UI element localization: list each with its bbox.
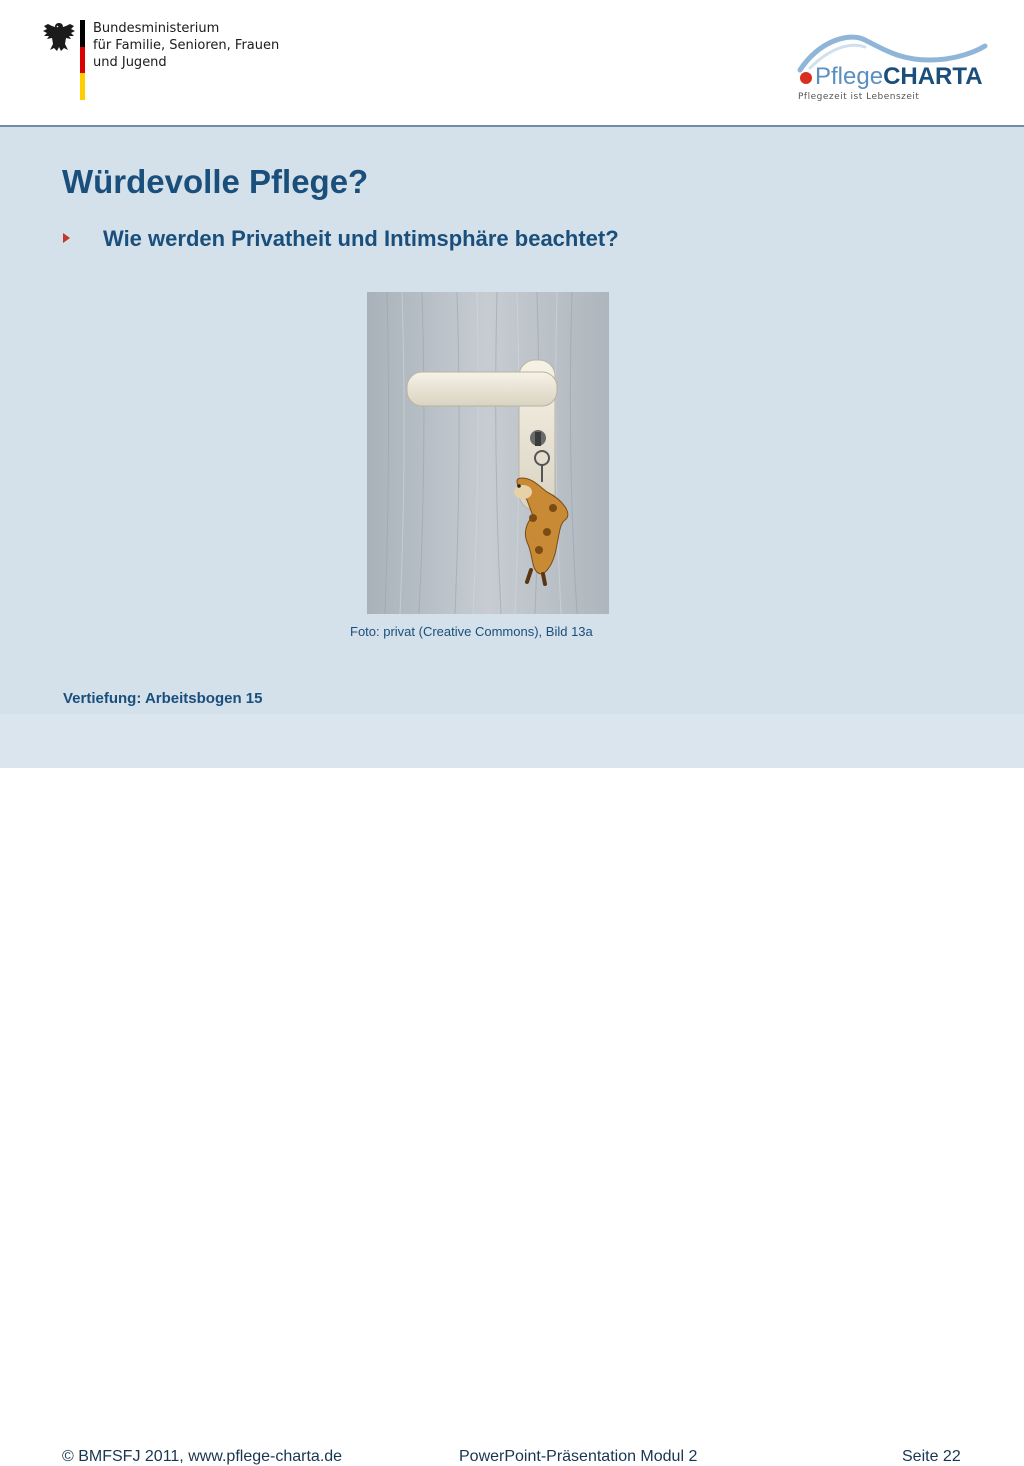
ministry-line-1: Bundesministerium: [93, 21, 220, 36]
footer-page-number: Seite 22: [902, 1448, 961, 1465]
slide-footer: [0, 714, 1024, 1465]
footer-copyright: © BMFSFJ 2011, www.pflege-charta.de: [62, 1448, 343, 1465]
logo-tagline: Pflegezeit ist Lebenszeit: [798, 92, 920, 102]
logo-red-dot: [800, 72, 812, 84]
logo-name-part2: CHARTA: [883, 63, 983, 90]
federal-eagle-icon: [42, 20, 76, 54]
ministry-line-3: und Jugend: [93, 55, 167, 70]
slide-title: Würdevolle Pflege?: [62, 163, 369, 200]
logo-name-part1: Pflege: [815, 63, 884, 90]
deepening-note: Vertiefung: Arbeitsbogen 15: [63, 690, 263, 707]
photo-caption: Foto: privat (Creative Commons), Bild 13a: [350, 624, 593, 639]
door-handle-photo: [367, 292, 609, 614]
ministry-line-2: für Familie, Senioren, Frauen: [93, 38, 280, 53]
ministry-name: [93, 20, 279, 71]
footer-presentation: PowerPoint-Präsentation Modul 2: [459, 1448, 698, 1465]
logo-name: [815, 64, 983, 90]
pflegecharta-logo: [790, 30, 990, 105]
german-flag-bar: [80, 20, 85, 100]
slide-header: [0, 0, 1024, 125]
bullet-text: Wie werden Privatheit und Intimsphäre beachtet?: [103, 226, 619, 251]
triangle-bullet-icon: [63, 233, 70, 243]
